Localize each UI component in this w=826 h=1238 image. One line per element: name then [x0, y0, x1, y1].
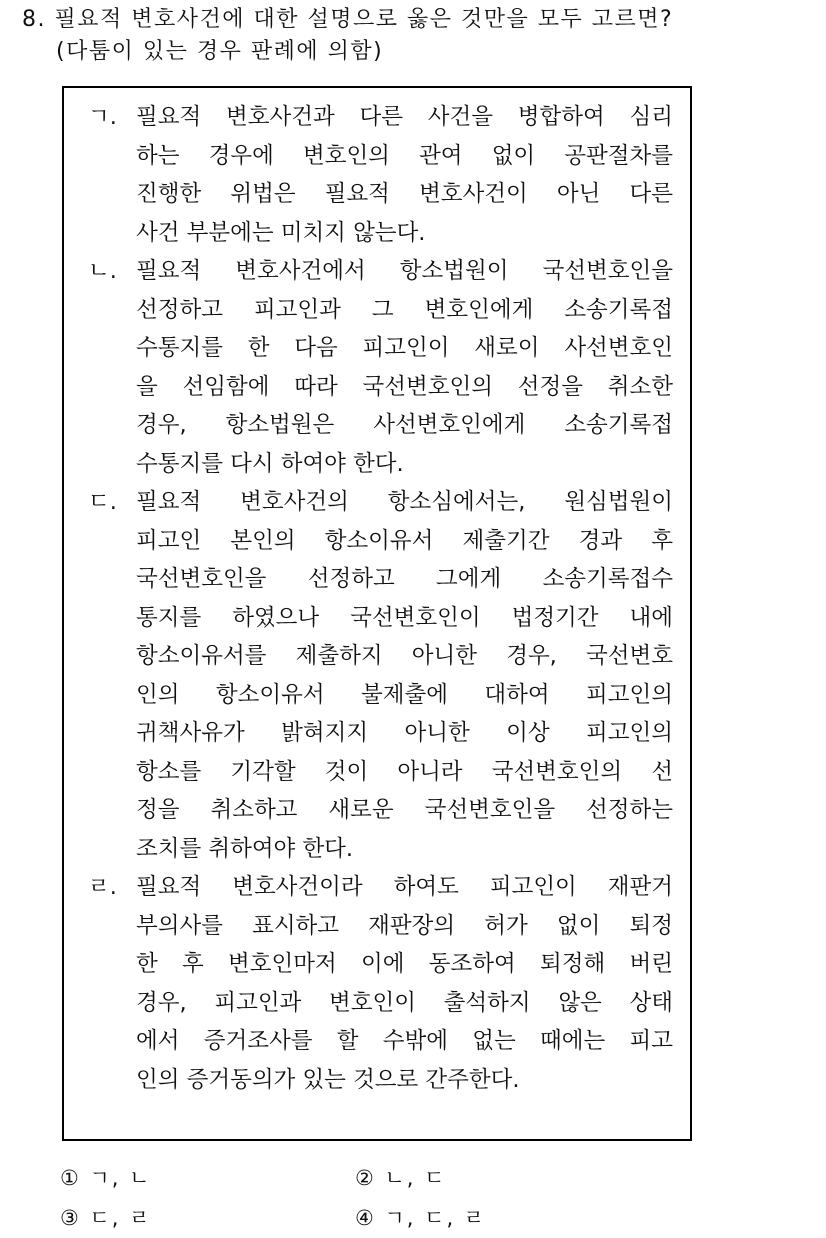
statement-line: 인의 증거동의가 있는 것으로 간주한다. [136, 1066, 520, 1093]
statement-marker: ㄹ. [88, 874, 117, 900]
statement-nieun [88, 252, 673, 483]
statement-line: 필요적 변호사건이라 하여도 피고인이 재판거 [136, 874, 673, 900]
choice-label: ㄱ, ㄴ [89, 1166, 152, 1190]
choice-4[interactable] [355, 1198, 486, 1238]
statement-line: 필요적 변호사건에서 항소법원이 국선변호인을 [136, 258, 673, 284]
statement-line: 항소이유서를 제출하지 아니한 경우, 국선변호 [136, 643, 673, 669]
statement-rieul [88, 868, 673, 1099]
statement-line: 정을 취소하고 새로운 국선변호인을 선정하는 [136, 797, 673, 823]
choice-number: ③ [60, 1206, 81, 1230]
statement-line: 인의 항소이유서 불제출에 대하여 피고인의 [136, 681, 673, 708]
statement-digeut [88, 483, 673, 868]
choice-3[interactable] [60, 1198, 151, 1238]
choice-number: ② [355, 1166, 376, 1190]
statement-line: 국선변호인을 선정하고 그에게 소송기록접수 [136, 566, 673, 592]
statement-line: 을 선임함에 따라 국선변호인의 선정을 취소한 [136, 373, 673, 400]
choice-label: ㄱ, ㄷ, ㄹ [384, 1206, 487, 1230]
statement-line: 필요적 변호사건의 항소심에서는, 원심법원이 [136, 489, 673, 515]
question-title-line2: (다툼이 있는 경우 판례에 의함) [56, 39, 384, 64]
statement-line: 필요적 변호사건과 다른 사건을 병합하여 심리 [136, 104, 673, 130]
statement-marker: ㄴ. [88, 258, 117, 284]
choice-label: ㄴ, ㄷ [384, 1166, 447, 1190]
question-stem [22, 4, 673, 68]
statement-line: 경우, 항소법원은 사선변호인에게 소송기록접 [136, 412, 673, 438]
statement-line: 조치를 취하여야 한다. [136, 835, 354, 862]
statement-giyeok [88, 98, 673, 252]
statements-box [62, 86, 692, 1141]
statement-line: 경우, 피고인과 변호인이 출석하지 않은 상태 [136, 989, 673, 1016]
statement-line: 피고인 본인의 항소이유서 제출기간 경과 후 [136, 527, 673, 554]
choice-number: ④ [355, 1206, 376, 1230]
choice-2[interactable] [355, 1158, 446, 1198]
statement-line: 진행한 위법은 필요적 변호사건이 아닌 다른 [136, 181, 673, 207]
statement-line: 선정하고 피고인과 그 변호인에게 소송기록접 [136, 296, 673, 323]
statement-line: 에서 증거조사를 할 수밖에 없는 때에는 피고 [136, 1028, 673, 1054]
statement-line: 항소를 기각할 것이 아니라 국선변호인의 선 [136, 758, 673, 785]
statement-line: 사건 부분에는 미치지 않는다. [136, 219, 426, 246]
question-number: 8. [22, 7, 46, 32]
statement-line: 수통지를 한 다음 피고인이 새로이 사선변호인 [136, 335, 673, 361]
statement-line: 귀책사유가 밝혀지지 아니한 이상 피고인의 [136, 720, 673, 746]
statement-line: 한 후 변호인마저 이에 동조하여 퇴정해 버린 [136, 951, 673, 977]
statement-marker: ㄷ. [88, 489, 117, 515]
statement-line: 통지를 하였으나 국선변호인이 법정기간 내에 [136, 604, 673, 631]
choice-label: ㄷ, ㄹ [89, 1206, 152, 1230]
statement-line: 하는 경우에 변호인의 관여 없이 공판절차를 [136, 142, 673, 169]
statement-marker: ㄱ. [88, 104, 117, 130]
statement-line: 수통지를 다시 하여야 한다. [136, 450, 404, 477]
statement-line: 부의사를 표시하고 재판장의 허가 없이 퇴정 [136, 912, 673, 939]
question-title-line1: 필요적 변호사건에 대한 설명으로 옳은 것만을 모두 고르면? [54, 7, 674, 32]
choice-number: ① [60, 1166, 81, 1190]
choice-1[interactable] [60, 1158, 151, 1198]
